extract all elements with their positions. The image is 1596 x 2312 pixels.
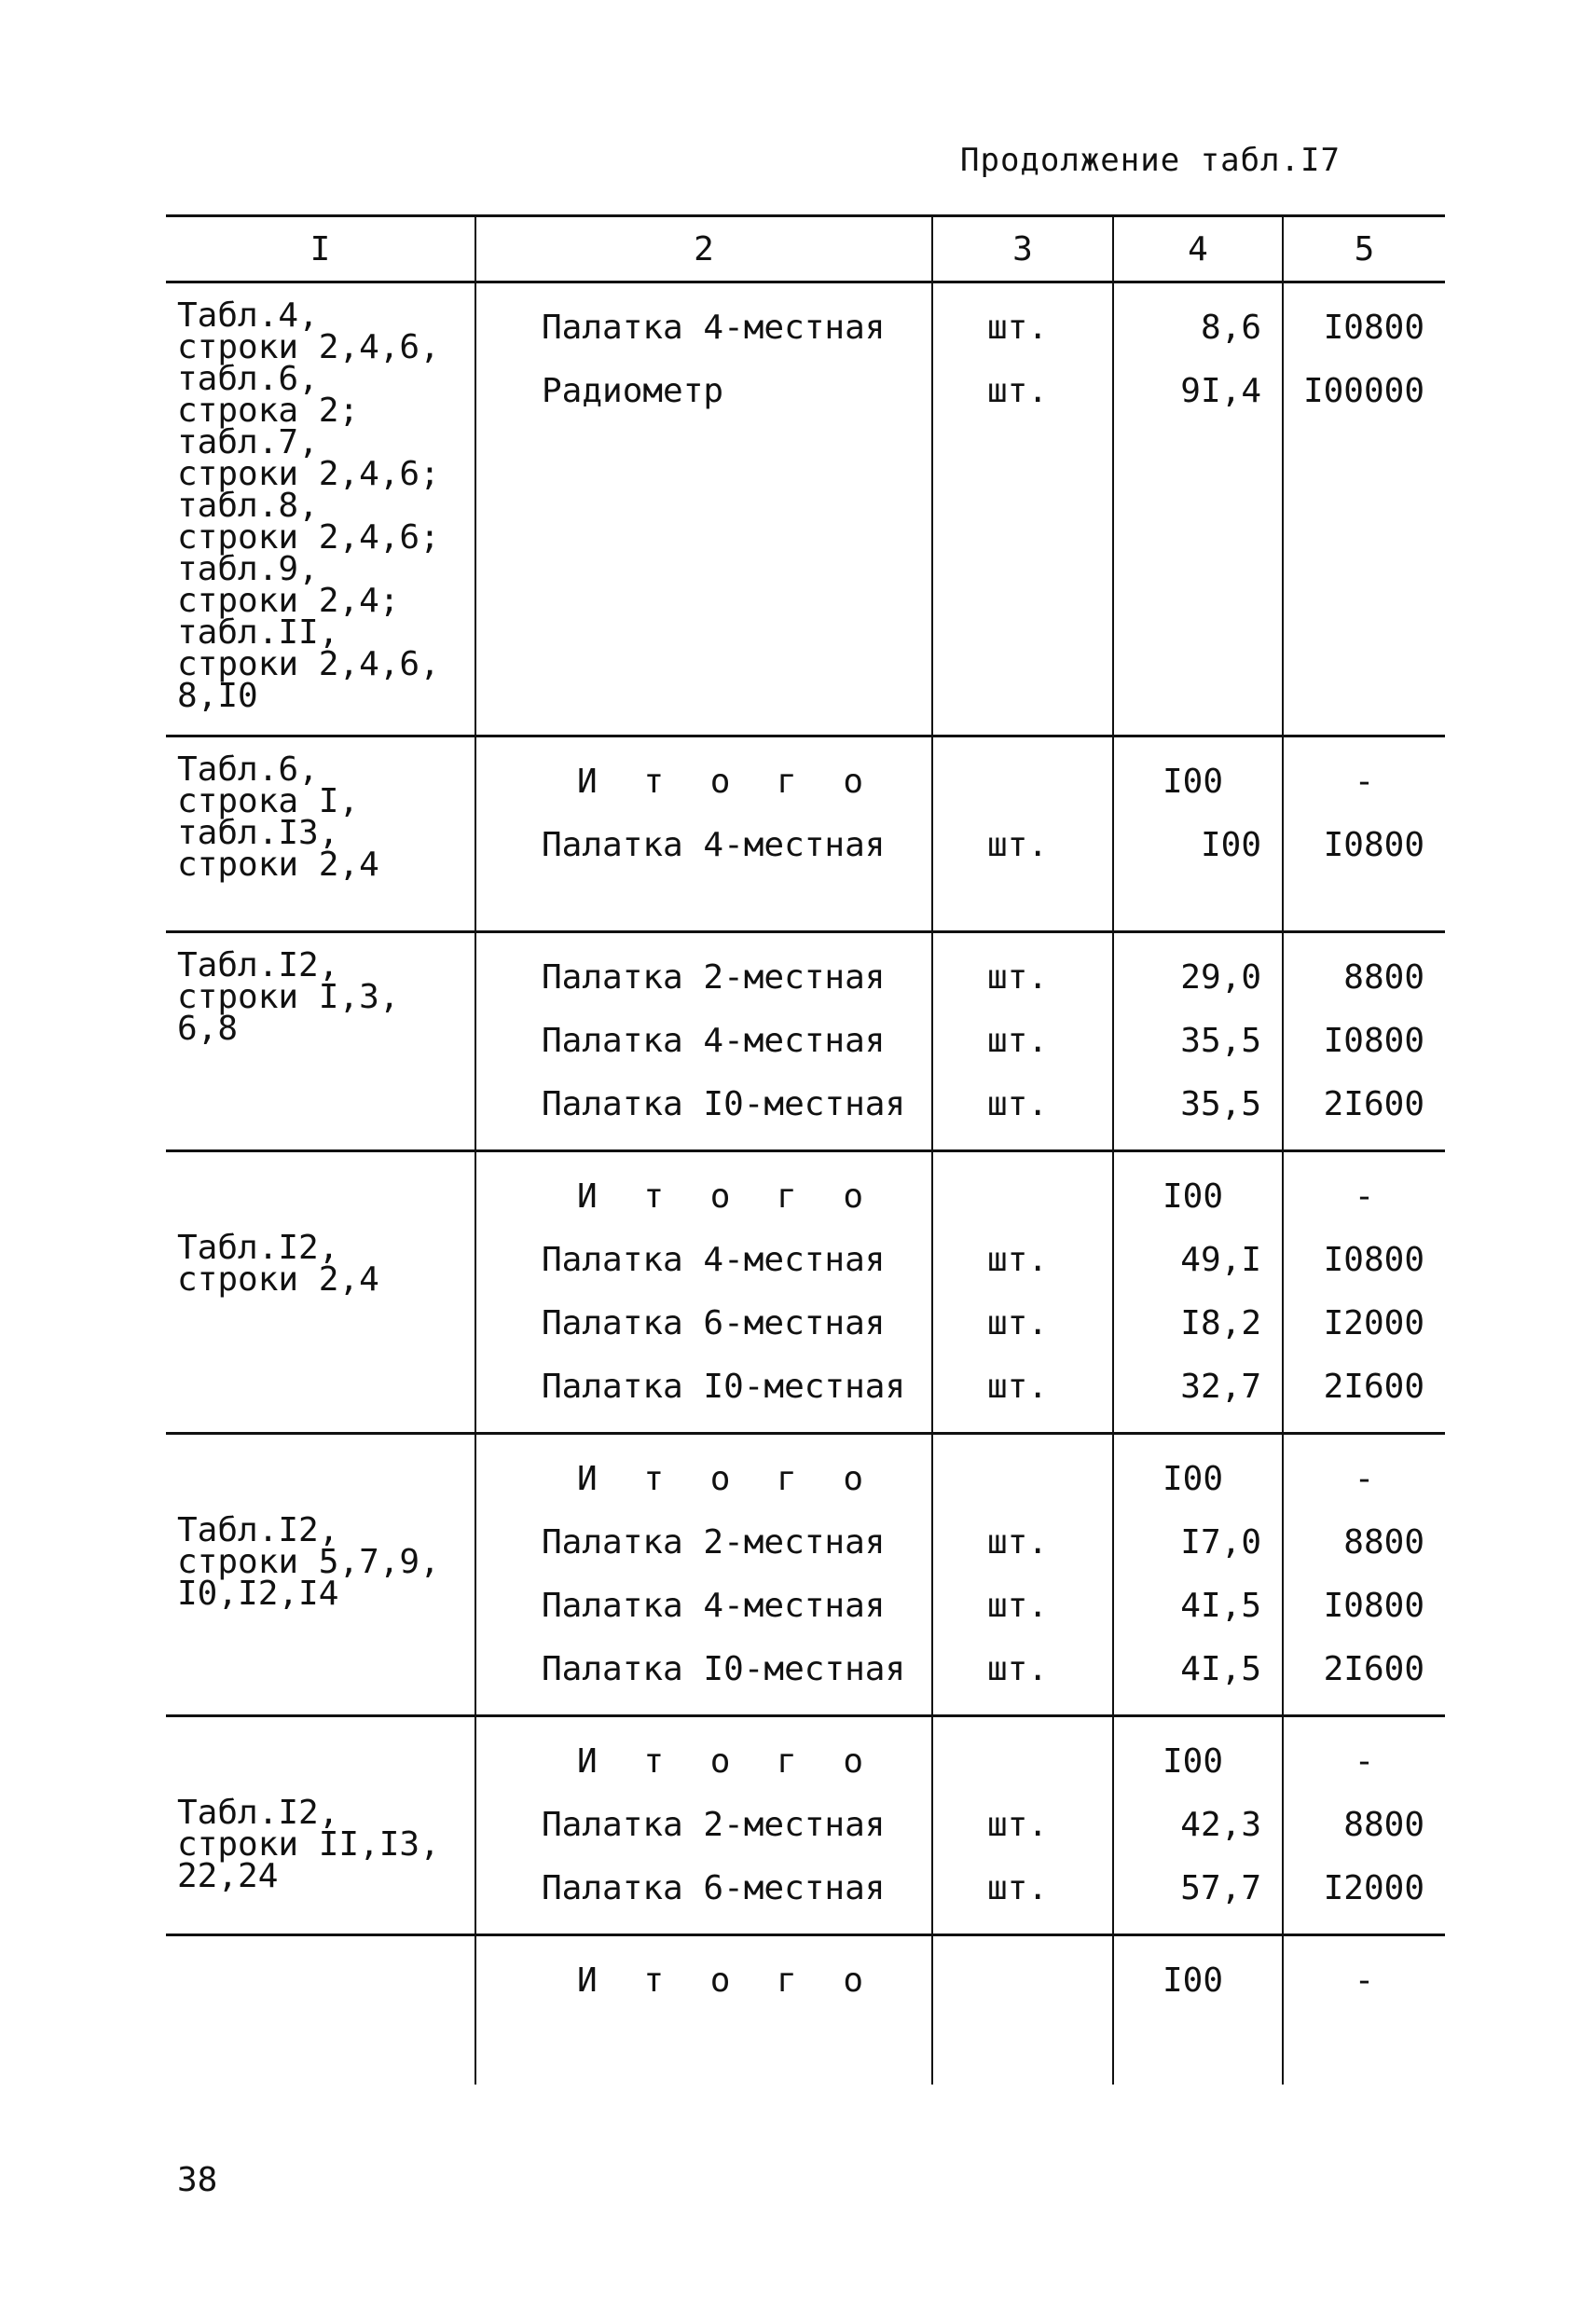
col-header-1: I xyxy=(166,216,475,282)
share-value: 4I,5 xyxy=(1180,1650,1261,1688)
reference-line: Табл.I2, xyxy=(177,1794,339,1832)
unit xyxy=(933,1448,1112,1511)
unit-cell xyxy=(932,932,1113,1151)
item-name-cell xyxy=(475,736,932,932)
item-name-cell xyxy=(475,282,932,736)
reference-cell xyxy=(166,1151,475,1434)
price-value: 2I600 xyxy=(1323,1085,1424,1123)
item-name-cell xyxy=(475,1151,932,1434)
table-row-group xyxy=(166,282,1445,736)
reference-line: табл.8, xyxy=(177,487,319,525)
unit: шт. xyxy=(987,1241,1049,1279)
unit-cell xyxy=(932,1434,1113,1716)
table-body xyxy=(166,282,1445,2085)
price-value: 2I600 xyxy=(1323,1368,1424,1406)
share-value: 9I,4 xyxy=(1180,372,1261,410)
unit: шт. xyxy=(987,1650,1049,1688)
unit-cell xyxy=(932,1935,1113,2085)
reference-line xyxy=(177,1734,467,1766)
unit-cell xyxy=(932,1716,1113,1935)
unit: шт. xyxy=(987,958,1049,997)
item-name: Палатка 4-местная xyxy=(542,1022,886,1060)
item-name: И т о г о xyxy=(577,1177,877,1216)
unit xyxy=(933,1949,1112,2013)
share-value: I00 xyxy=(1163,763,1224,801)
price-value: I00000 xyxy=(1302,372,1424,410)
unit: шт. xyxy=(987,1022,1049,1060)
price-value: I0800 xyxy=(1323,1587,1424,1625)
table-row-group xyxy=(166,1151,1445,1434)
reference-line: Табл.I2, xyxy=(177,1511,339,1549)
item-name: И т о г о xyxy=(577,1961,877,2000)
unit: шт. xyxy=(987,1368,1049,1406)
unit: шт. xyxy=(987,372,1049,410)
price-value-cell xyxy=(1283,1716,1445,1935)
item-name: И т о г о xyxy=(577,1460,877,1498)
unit-cell xyxy=(932,282,1113,736)
reference-line: Табл.4, xyxy=(177,296,319,335)
price-value: - xyxy=(1354,1177,1375,1216)
reference-line: строки 2,4,6; xyxy=(177,518,440,557)
item-name: Палатка I0-местная xyxy=(542,1085,906,1123)
unit xyxy=(933,1730,1112,1794)
reference-line: строки I,3, xyxy=(177,978,400,1016)
item-name: Радиометр xyxy=(542,372,724,410)
reference-cell xyxy=(166,736,475,932)
share-value: 32,7 xyxy=(1180,1368,1261,1406)
reference-line: Табл.I2, xyxy=(177,1229,339,1267)
share-value: I00 xyxy=(1200,826,1261,864)
unit: шт. xyxy=(987,826,1049,864)
share-value-cell xyxy=(1113,736,1283,932)
price-value-cell xyxy=(1283,1434,1445,1716)
price-value-cell xyxy=(1283,1935,1445,2085)
share-value-cell xyxy=(1113,1716,1283,1935)
reference-line: строки 5,7,9, xyxy=(177,1543,440,1581)
item-name: Палатка 2-местная xyxy=(542,1523,886,1562)
unit: шт. xyxy=(987,1085,1049,1123)
share-value-cell xyxy=(1113,1434,1283,1716)
price-value-cell xyxy=(1283,282,1445,736)
reference-cell xyxy=(166,932,475,1151)
col-header-5: 5 xyxy=(1283,216,1445,282)
unit xyxy=(933,1165,1112,1229)
share-value: 29,0 xyxy=(1180,958,1261,997)
reference-cell xyxy=(166,1716,475,1935)
reference-line xyxy=(177,1483,467,1515)
reference-line: строки 2,4,6; xyxy=(177,455,440,493)
share-value: 4I,5 xyxy=(1180,1587,1261,1625)
reference-line xyxy=(177,1953,467,1985)
reference-cell xyxy=(166,282,475,736)
reference-line xyxy=(177,1169,467,1201)
share-value: I00 xyxy=(1163,1460,1224,1498)
reference-line: строки 2,4,6, xyxy=(177,645,440,683)
unit: шт. xyxy=(987,1869,1049,1907)
price-value: 2I600 xyxy=(1323,1650,1424,1688)
item-name: Палатка 4-местная xyxy=(542,826,886,864)
reference-line: строки 2,4 xyxy=(177,1260,379,1299)
share-value: 57,7 xyxy=(1180,1869,1261,1907)
reference-line xyxy=(177,1452,467,1483)
table-row-group xyxy=(166,932,1445,1151)
price-value: 8800 xyxy=(1343,958,1424,997)
item-name-cell xyxy=(475,932,932,1151)
item-name: Палатка 4-местная xyxy=(542,309,886,347)
reference-line: Табл.I2, xyxy=(177,946,339,984)
reference-line: I0,I2,I4 xyxy=(177,1575,339,1613)
price-value: I2000 xyxy=(1323,1869,1424,1907)
table-row-group xyxy=(166,736,1445,932)
item-name: Палатка 4-местная xyxy=(542,1241,886,1279)
share-value: I00 xyxy=(1163,1742,1224,1781)
table-row-group xyxy=(166,1716,1445,1935)
item-name: Палатка I0-местная xyxy=(542,1368,906,1406)
reference-line: табл.7, xyxy=(177,423,319,461)
reference-line xyxy=(177,1766,467,1797)
share-value-cell xyxy=(1113,932,1283,1151)
reference-line: табл.9, xyxy=(177,550,319,588)
price-value: - xyxy=(1354,1961,1375,2000)
price-value: I0800 xyxy=(1323,309,1424,347)
table-row-group xyxy=(166,1935,1445,2085)
price-value-cell xyxy=(1283,1151,1445,1434)
share-value: 42,3 xyxy=(1180,1806,1261,1844)
price-value: 8800 xyxy=(1343,1806,1424,1844)
page-number: 38 xyxy=(177,2161,218,2199)
reference-line: строки 2,4,6, xyxy=(177,328,440,366)
item-name-cell xyxy=(475,1716,932,1935)
main-table xyxy=(166,214,1445,2085)
share-value: I8,2 xyxy=(1180,1304,1261,1342)
item-name: Палатка 2-местная xyxy=(542,958,886,997)
share-value: 35,5 xyxy=(1180,1085,1261,1123)
reference-line: строка 2; xyxy=(177,392,360,430)
unit-cell xyxy=(932,1151,1113,1434)
col-header-4: 4 xyxy=(1113,216,1283,282)
reference-line: Табл.6, xyxy=(177,750,319,789)
reference-line: 6,8 xyxy=(177,1010,239,1048)
unit: шт. xyxy=(987,1806,1049,1844)
reference-line: 22,24 xyxy=(177,1857,279,1895)
item-name: Палатка 2-местная xyxy=(542,1806,886,1844)
unit: шт. xyxy=(987,1587,1049,1625)
reference-line: табл.6, xyxy=(177,360,319,398)
price-value-cell xyxy=(1283,932,1445,1151)
share-value-cell xyxy=(1113,282,1283,736)
col-header-2: 2 xyxy=(475,216,932,282)
reference-line xyxy=(177,1201,467,1232)
price-value: - xyxy=(1354,1460,1375,1498)
unit: шт. xyxy=(987,1523,1049,1562)
item-name: Палатка 6-местная xyxy=(542,1304,886,1342)
table-row-group xyxy=(166,1434,1445,1716)
price-value-cell xyxy=(1283,736,1445,932)
continuation-caption: Продолжение табл.I7 xyxy=(960,142,1341,179)
col-header-3: 3 xyxy=(932,216,1113,282)
reference-cell xyxy=(166,1434,475,1716)
item-name: И т о г о xyxy=(577,1742,877,1781)
unit: шт. xyxy=(987,1304,1049,1342)
share-value: I7,0 xyxy=(1180,1523,1261,1562)
price-value: 8800 xyxy=(1343,1523,1424,1562)
price-value: - xyxy=(1354,763,1375,801)
reference-line: строки II,I3, xyxy=(177,1825,440,1864)
unit: шт. xyxy=(987,309,1049,347)
share-value: I00 xyxy=(1163,1961,1224,2000)
unit-cell xyxy=(932,736,1113,932)
share-value: I00 xyxy=(1163,1177,1224,1216)
item-name: Палатка 6-местная xyxy=(542,1869,886,1907)
item-name: Палатка 4-местная xyxy=(542,1587,886,1625)
share-value-cell xyxy=(1113,1151,1283,1434)
reference-cell xyxy=(166,1935,475,2085)
reference-line: табл.I3, xyxy=(177,814,339,852)
reference-line: 8,I0 xyxy=(177,677,258,715)
price-value: I0800 xyxy=(1323,826,1424,864)
header-row xyxy=(166,216,1445,282)
share-value: 8,6 xyxy=(1200,309,1261,347)
share-value: 49,I xyxy=(1180,1241,1261,1279)
item-name: Палатка I0-местная xyxy=(542,1650,906,1688)
price-value: I0800 xyxy=(1323,1241,1424,1279)
item-name: И т о г о xyxy=(577,763,877,801)
price-value: I2000 xyxy=(1323,1304,1424,1342)
reference-line: строки 2,4; xyxy=(177,582,400,620)
reference-line: строки 2,4 xyxy=(177,846,379,884)
item-name-cell xyxy=(475,1434,932,1716)
item-name-cell xyxy=(475,1935,932,2085)
reference-line: строка I, xyxy=(177,782,360,820)
reference-line: табл.II, xyxy=(177,613,339,652)
share-value: 35,5 xyxy=(1180,1022,1261,1060)
unit xyxy=(933,750,1112,814)
share-value-cell xyxy=(1113,1935,1283,2085)
price-value: I0800 xyxy=(1323,1022,1424,1060)
price-value: - xyxy=(1354,1742,1375,1781)
